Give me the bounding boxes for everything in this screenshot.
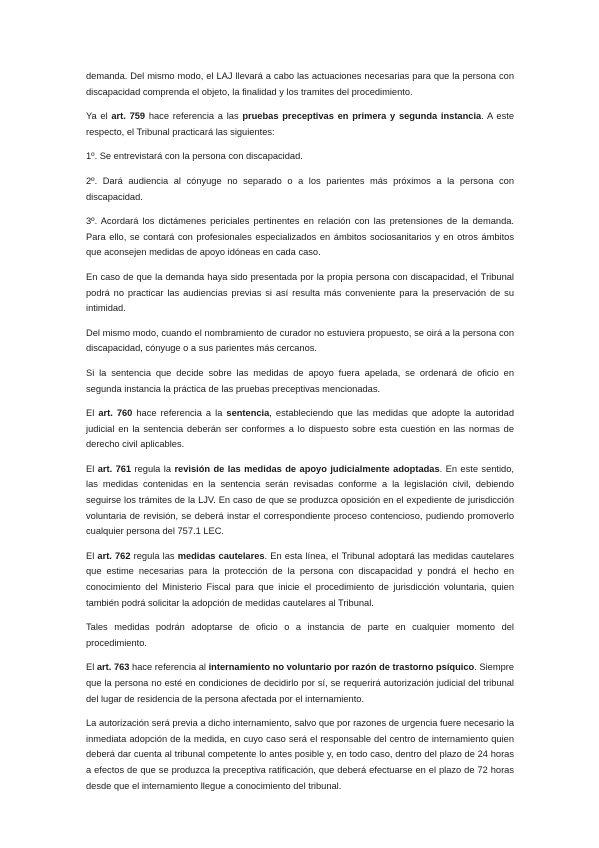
text-run: El (86, 408, 99, 419)
bold-text: art. 759 (111, 111, 146, 122)
text-run: 1º. Se entrevistará con la persona con discapacidad. (86, 151, 303, 162)
paragraph (86, 660, 514, 707)
bold-text: sentencia (226, 408, 270, 419)
text-run: En caso de que la demanda haya sido presentada por la propia persona con discapacidad, el Tribunal podrá no practicar las audiencias previas si así resulta más conveniente para la preservación de su intimidad. (86, 271, 514, 314)
text-run: 2º. Dará audiencia al cónyuge no separado o a los parientes más próximos a la persona con discapacidad. (86, 175, 514, 202)
paragraph (86, 149, 514, 165)
paragraph (86, 69, 514, 100)
text-run: El (86, 550, 98, 561)
text-run: hace referencia a la (132, 408, 227, 419)
text-run: Si la sentencia que decide sobre las medidas de apoyo fuera apelada, se ordenará de oficio en segunda instancia la práctica de las pruebas preceptivas mencionadas. (86, 367, 514, 394)
text-run: Del mismo modo, cuando el nombramiento de curador no estuviera propuesto, se oirá a la persona con discapacidad, cónyuge o a sus parientes más cercanos. (86, 327, 514, 354)
text-run: La autorización será previa a dicho internamiento, salvo que por razones de urgencia fuere necesario la inmediata adopción de la medida, en cuyo caso será el responsable del centro de internamiento quien deberá dar cuenta al tribunal competente lo antes posible y, en todo caso, dentro del plazo de 24 horas a efectos de que se produzca la preceptiva ratificación, que deberá efectuarse en el plazo de 72 horas desde que el internamiento llegue a conocimiento del tribunal. (86, 718, 514, 791)
text-run: Ya el (86, 111, 112, 122)
text-run: hace referencia a las (145, 111, 243, 122)
paragraph (86, 326, 514, 357)
paragraph (86, 716, 514, 794)
text-run: , estableciendo que las medidas que adopte la autoridad judicial en la sentencia deberán ser conformes a lo dispuesto sobre esta cuestión en las normas de derecho civil aplicables. (86, 408, 515, 450)
paragraph (86, 406, 514, 453)
text-run: regula las (130, 550, 178, 561)
bold-text: pruebas preceptivas en primera y segunda instancia (242, 111, 482, 122)
text-run: 3º. Acordará los dictámenes periciales pertinentes en relación con las pretensiones de la demanda. Para ello, se contará con profesionales especializados en ámbitos sociosanitarios y en otros ámbitos que aconsejen medidas de apoyo idóneas en cada caso. (86, 216, 514, 258)
text-run: . Siempre que la persona no esté en condiciones de decidirlo por sí, se requerirá autorización judicial del tribunal del lugar de residencia de la persona afectada por el internamiento. (86, 662, 515, 704)
paragraph (86, 366, 514, 397)
paragraph (86, 109, 514, 140)
bold-text: internamiento no voluntario por razón de trastorno psíquico (208, 662, 475, 673)
bold-text: art. 762 (97, 550, 131, 561)
paragraph (86, 270, 514, 317)
text-run: . En este sentido, las medidas contenidas en la sentencia serán revisadas conforme a la legislación civil, debiendo seguirse los trámites de la LJV. En caso de que se produzca oposición en el expediente de jurisdicción voluntaria de revisión, se deberá instar el correspondiente proceso contencioso, pudiendo promoverlo cualquier persona del 757.1 LEC. (86, 463, 514, 537)
document-page (86, 69, 514, 803)
bold-text: medidas cautelares (177, 550, 265, 561)
paragraph (86, 462, 514, 540)
bold-text: art. 763 (96, 662, 130, 673)
text-run: Tales medidas podrán adoptarse de oficio o a instancia de parte en cualquier momento del procedimiento. (86, 622, 514, 648)
text-run: . A este respecto, el Tribunal practicará las siguientes: (86, 111, 515, 137)
text-run: El (86, 463, 98, 474)
paragraph (86, 174, 514, 205)
paragraph (86, 549, 514, 611)
bold-text: art. 761 (97, 463, 132, 474)
bold-text: revisión de las medidas de apoyo judicialmente adoptadas (174, 463, 440, 474)
text-run: demanda. Del mismo modo, el LAJ llevará a cabo las actuaciones necesarias para que la persona con discapacidad comprenda el objeto, la finalidad y los tramites del procedimiento. (86, 71, 514, 97)
text-run: . En esta línea, el Tribunal adoptará las medidas cautelares que estime necesarias para la protección de la persona con discapacidad y pondrá el hecho en conocimiento del Ministerio Fiscal para que inicie el procedimiento de jurisdicción voluntaria, quien también podrá solicitar la adopción de medidas cautelares al Tribunal. (86, 550, 514, 608)
paragraph (86, 620, 514, 651)
text-run: hace referencia al (129, 662, 209, 673)
bold-text: art. 760 (98, 408, 133, 419)
text-run: El (86, 662, 97, 673)
text-run: regula la (131, 463, 175, 474)
paragraph (86, 214, 514, 261)
